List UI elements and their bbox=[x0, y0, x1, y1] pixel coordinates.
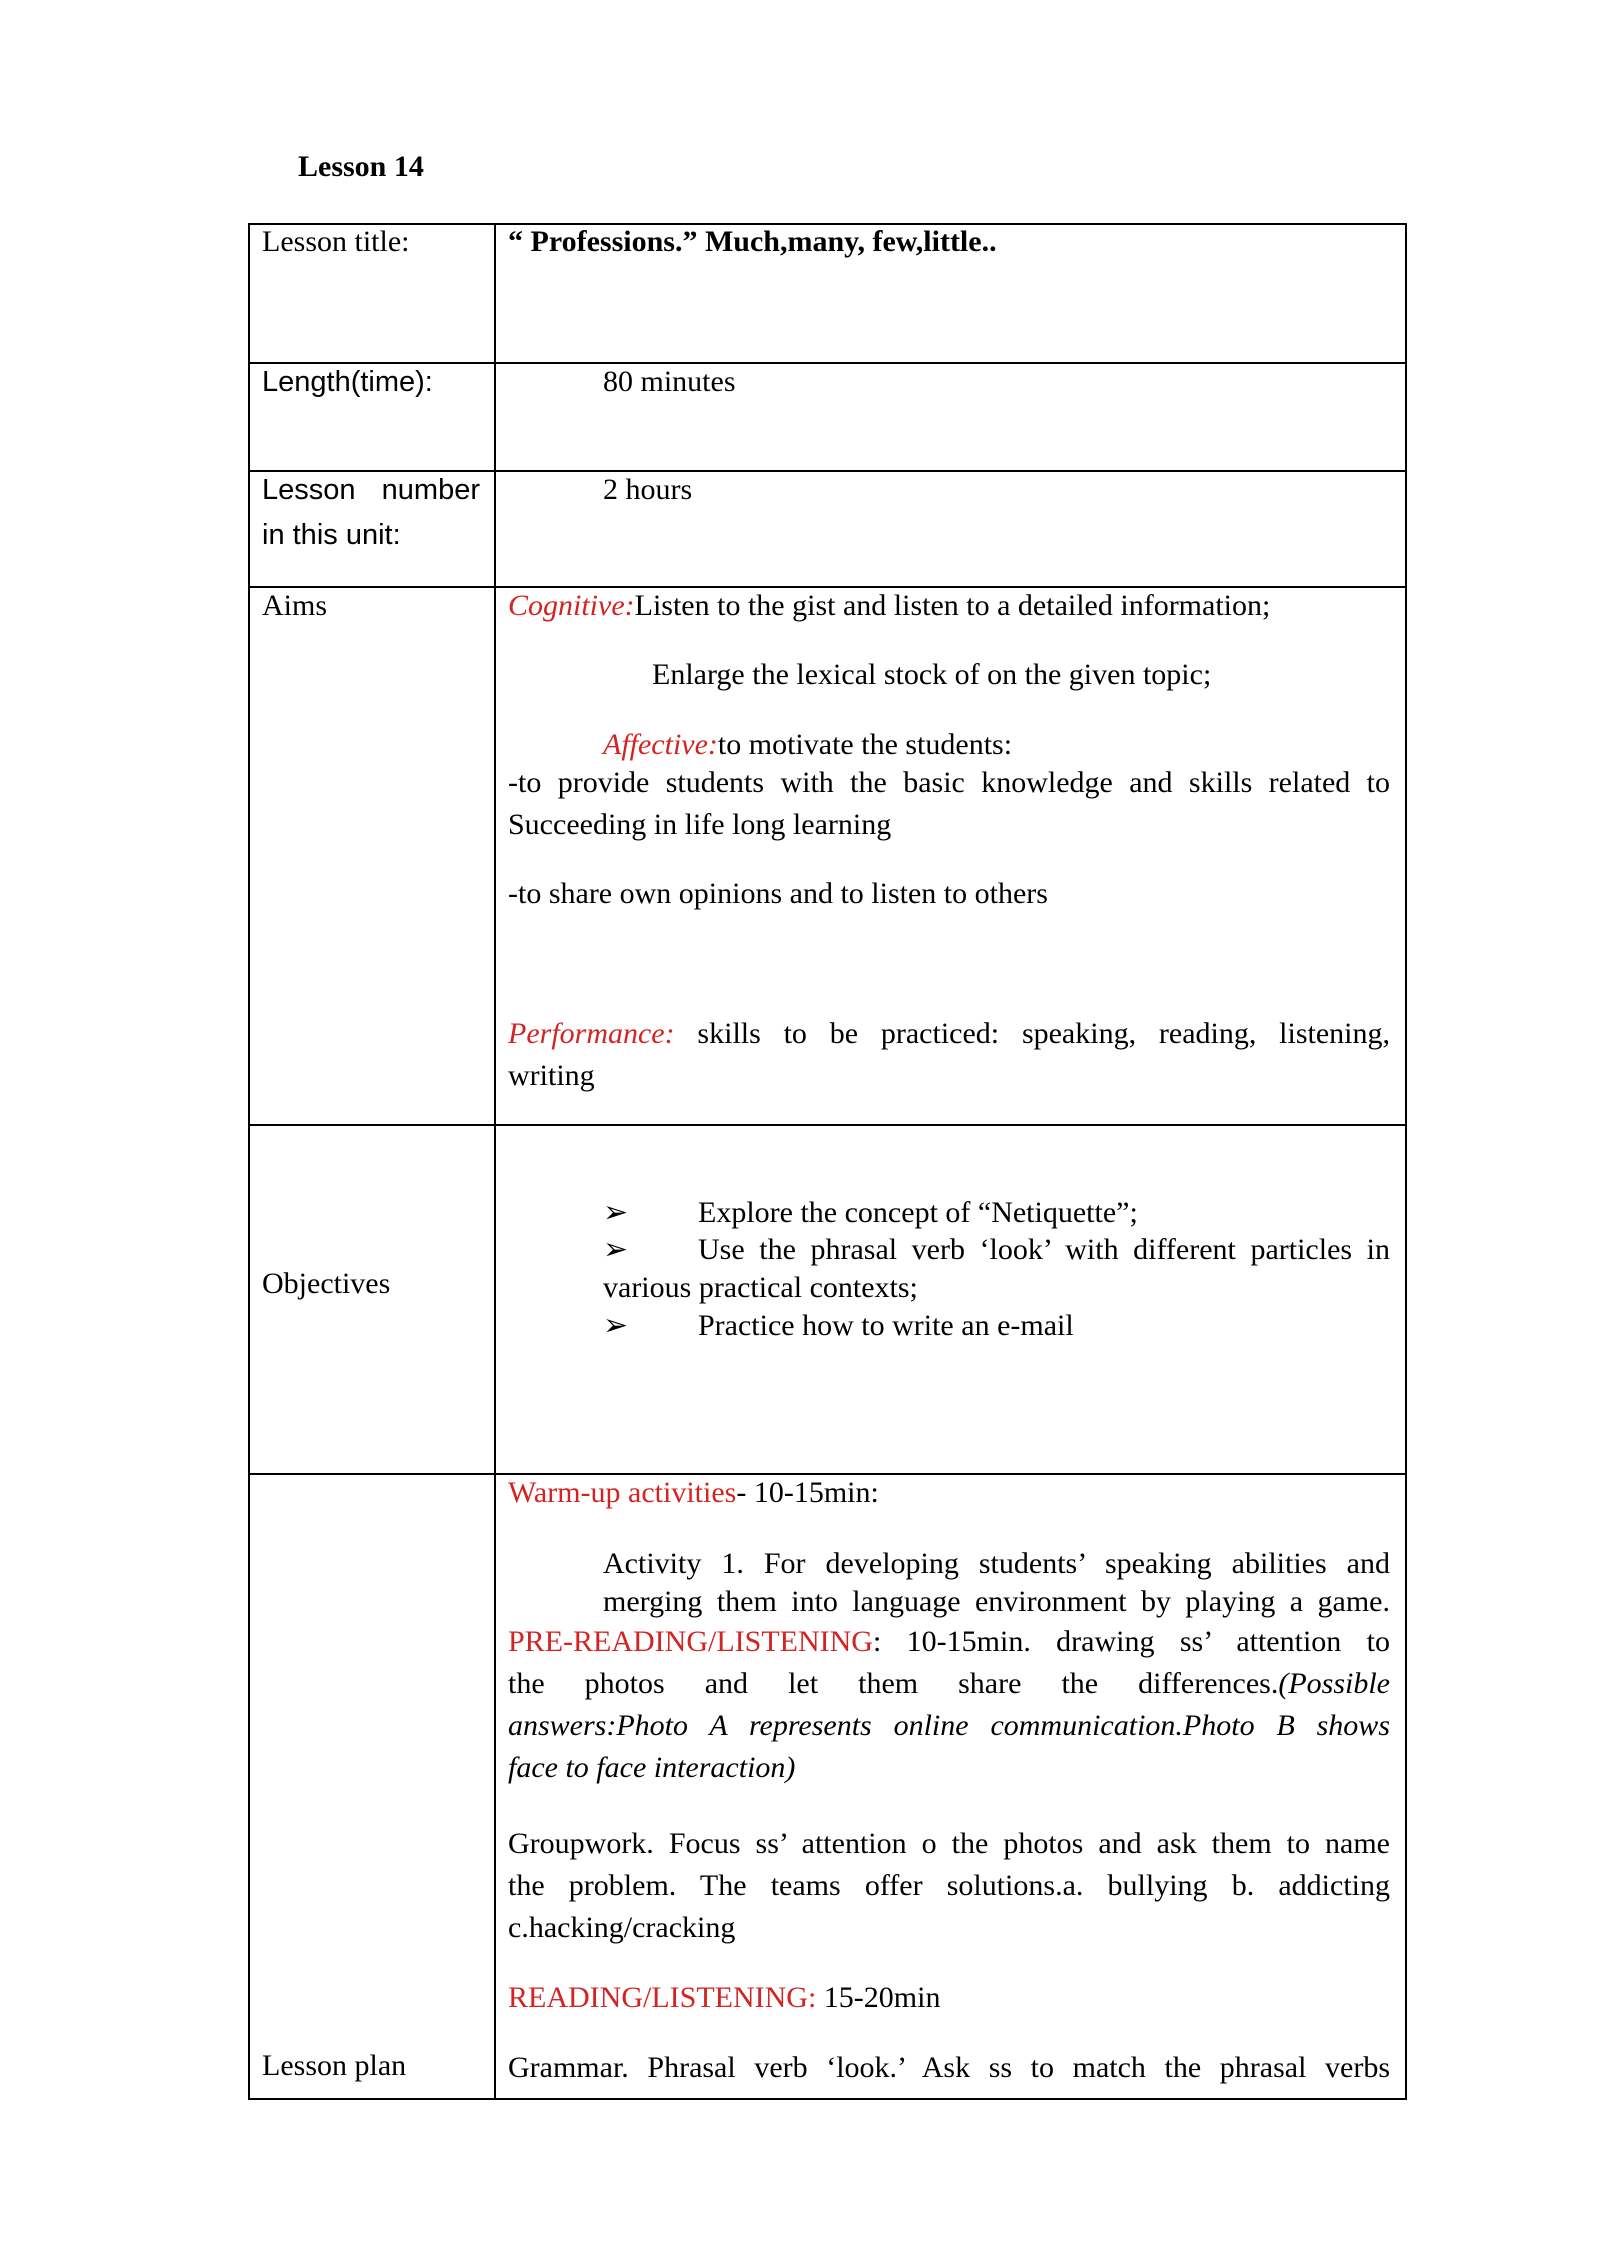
objective-item-1-text: Explore the concept of “Netiquette”; bbox=[698, 1196, 1138, 1229]
cognitive-label: Cognitive: bbox=[508, 589, 635, 622]
plan-group-line1: Groupwork. Focus ss’ attention o the photos and ask them to name bbox=[508, 1827, 1390, 1860]
objective-item-3-text: Practice how to write an e-mail bbox=[698, 1309, 1074, 1342]
plan-group-line3: c.hacking/cracking bbox=[508, 1911, 736, 1944]
lesson-plan-label: Lesson plan bbox=[262, 2049, 407, 2082]
aims-lexical: Enlarge the lexical stock of on the given topic; bbox=[652, 658, 1212, 691]
pre-reading-label: PRE-READING/LISTENING bbox=[508, 1625, 873, 1658]
aims-share: -to share own opinions and to listen to others bbox=[508, 877, 1048, 910]
cognitive-text: Listen to the gist and listen to a detailed information; bbox=[634, 589, 1271, 622]
objective-item-2-line2: various practical contexts; bbox=[603, 1271, 918, 1304]
arrowhead-bullet-icon: ➢ bbox=[603, 1196, 629, 1229]
objectives-label: Objectives bbox=[262, 1267, 391, 1300]
reading-label: READING/LISTENING: bbox=[508, 1981, 817, 2014]
lesson-number-value: 2 hours bbox=[603, 473, 693, 506]
affective-text: to motivate the students: bbox=[717, 728, 1013, 761]
plan-warmup bbox=[508, 1472, 879, 1514]
warmup-text: - 10-15min: bbox=[736, 1476, 879, 1509]
plan-activity-line2: merging them into language environment by playing a game. bbox=[603, 1585, 1390, 1618]
aims-provide-line2: Succeeding in life long learning bbox=[508, 808, 892, 841]
lesson-heading: Lesson 14 bbox=[298, 150, 424, 183]
lesson-title-label: Lesson title: bbox=[262, 225, 410, 258]
performance-label: Performance: bbox=[508, 1017, 675, 1050]
aims-affective bbox=[603, 724, 1012, 766]
objective-item-1 bbox=[603, 1192, 1138, 1234]
plan-pre-line2 bbox=[508, 1663, 1390, 1705]
pre-line2-italic: (Possible bbox=[1278, 1667, 1390, 1700]
objective-item-2 bbox=[603, 1231, 1390, 1269]
warmup-label: Warm-up activities bbox=[508, 1476, 737, 1509]
arrowhead-bullet-icon: ➢ bbox=[603, 1233, 629, 1266]
plan-pre-line1 bbox=[508, 1621, 1390, 1663]
lesson-title-value: “ Professions.” Much,many, few,little.. bbox=[508, 225, 997, 258]
objective-item-3 bbox=[603, 1307, 1074, 1345]
aims-performance-line2: writing bbox=[508, 1059, 595, 1092]
lesson-number-label-2: in this unit: bbox=[262, 519, 401, 551]
aims-cognitive bbox=[508, 585, 1270, 627]
plan-pre-line4: face to face interaction) bbox=[508, 1751, 796, 1784]
pre-reading-text: : 10-15min. drawing ss’ attention to bbox=[872, 1625, 1390, 1658]
pre-line2-text: the photos and let them share the differences. bbox=[508, 1667, 1279, 1700]
plan-reading bbox=[508, 1977, 940, 2019]
affective-label: Affective: bbox=[603, 728, 718, 761]
plan-pre-line3: answers:Photo A represents online communication.Photo B shows bbox=[508, 1709, 1390, 1742]
performance-text: skills to be practiced: speaking, reading, listening, bbox=[674, 1017, 1390, 1050]
length-value: 80 minutes bbox=[603, 365, 736, 398]
aims-provide-line1: -to provide students with the basic knowledge and skills related to bbox=[508, 766, 1390, 799]
reading-text: 15-20min bbox=[816, 1981, 941, 2014]
objective-item-2-text: Use the phrasal verb ‘look’ with different particles in bbox=[698, 1233, 1390, 1266]
lesson-number-label: Lesson number bbox=[262, 474, 480, 506]
aims-performance bbox=[508, 1013, 1390, 1055]
plan-grammar-line1: Grammar. Phrasal verb ‘look.’ Ask ss to match the phrasal verbs bbox=[508, 2051, 1390, 2084]
plan-group-line2: the problem. The teams offer solutions.a. bullying b. addicting bbox=[508, 1869, 1390, 1902]
aims-label: Aims bbox=[262, 589, 328, 622]
plan-activity-line1: Activity 1. For developing students’ speaking abilities and bbox=[603, 1547, 1390, 1580]
length-label: Length(time): bbox=[262, 366, 433, 398]
arrowhead-bullet-icon: ➢ bbox=[603, 1309, 629, 1342]
